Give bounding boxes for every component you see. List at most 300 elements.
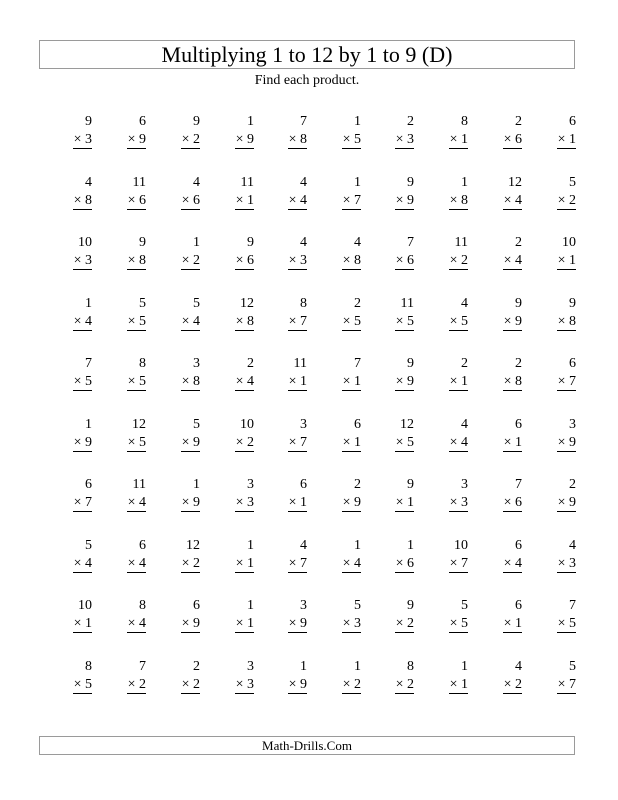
problem-item xyxy=(36,356,92,392)
times-sign: × xyxy=(503,132,512,147)
times-sign: × xyxy=(288,193,297,208)
multiplicand: 7 xyxy=(85,356,92,371)
problem-item xyxy=(412,598,468,634)
multiplicand: 1 xyxy=(354,114,361,129)
multiplier-value: 9 xyxy=(569,435,576,450)
multiplicand: 8 xyxy=(139,598,146,613)
problem-item xyxy=(36,114,92,150)
multiplicand: 3 xyxy=(193,356,200,371)
times-sign: × xyxy=(342,616,351,631)
problem-item xyxy=(305,296,361,332)
times-sign: × xyxy=(73,495,82,510)
problem-item xyxy=(90,235,146,271)
multiplicand: 2 xyxy=(515,114,522,129)
multiplicand: 6 xyxy=(85,477,92,492)
multiplicand: 4 xyxy=(300,538,307,553)
problem-item xyxy=(251,296,307,332)
multiplicand: 8 xyxy=(407,659,414,674)
problem-item xyxy=(144,235,200,271)
multiplier-value: 5 xyxy=(354,132,361,147)
multiplier-value: 9 xyxy=(407,374,414,389)
problem-item xyxy=(305,114,361,150)
problem-item xyxy=(36,659,92,695)
problem-item xyxy=(251,598,307,634)
times-sign: × xyxy=(288,314,297,329)
multiplicand: 9 xyxy=(569,296,576,311)
multiplicand: 9 xyxy=(515,296,522,311)
multiplicand: 9 xyxy=(407,477,414,492)
problem-item xyxy=(251,356,307,392)
multiplier-value: 1 xyxy=(461,677,468,692)
times-sign: × xyxy=(73,193,82,208)
problem-item xyxy=(466,296,522,332)
multiplicand: 10 xyxy=(454,538,468,553)
times-sign: × xyxy=(503,193,512,208)
times-sign: × xyxy=(127,374,136,389)
times-sign: × xyxy=(557,314,566,329)
multiplicand: 11 xyxy=(454,235,468,250)
problem-item xyxy=(198,538,254,574)
multiplier-value: 4 xyxy=(139,616,146,631)
multiplicand: 7 xyxy=(407,235,414,250)
multiplier-value: 6 xyxy=(193,193,200,208)
footer-box xyxy=(39,736,575,755)
multiplier-value: 4 xyxy=(85,314,92,329)
multiplicand: 5 xyxy=(569,175,576,190)
multiplicand: 12 xyxy=(400,417,414,432)
problem-item xyxy=(144,598,200,634)
multiplier-value: 9 xyxy=(569,495,576,510)
problem-item xyxy=(90,356,146,392)
times-sign: × xyxy=(503,495,512,510)
multiplier-value: 2 xyxy=(193,253,200,268)
multiplier-value: 4 xyxy=(515,556,522,571)
multiplicand: 9 xyxy=(407,175,414,190)
problem-item xyxy=(466,417,522,453)
multiplier-value: 6 xyxy=(247,253,254,268)
problem-item xyxy=(305,417,361,453)
multiplier-value: 6 xyxy=(515,495,522,510)
multiplier-value: 9 xyxy=(300,616,307,631)
multiplicand: 6 xyxy=(300,477,307,492)
multiplicand: 12 xyxy=(132,417,146,432)
times-sign: × xyxy=(288,253,297,268)
problem-item xyxy=(520,356,576,392)
problem-item xyxy=(251,175,307,211)
multiplicand: 2 xyxy=(515,235,522,250)
problem-item xyxy=(520,477,576,513)
multiplicand: 1 xyxy=(354,659,361,674)
problem-item xyxy=(412,296,468,332)
times-sign: × xyxy=(181,374,190,389)
problem-item xyxy=(520,659,576,695)
multiplier-value: 5 xyxy=(139,314,146,329)
multiplicand: 7 xyxy=(569,598,576,613)
problem-item xyxy=(90,538,146,574)
problem-item xyxy=(305,538,361,574)
multiplicand: 8 xyxy=(139,356,146,371)
multiplier-value: 1 xyxy=(461,374,468,389)
multiplier-value: 5 xyxy=(139,374,146,389)
times-sign: × xyxy=(395,374,404,389)
problem-item xyxy=(412,477,468,513)
multiplier-value: 8 xyxy=(515,374,522,389)
times-sign: × xyxy=(395,193,404,208)
times-sign: × xyxy=(395,616,404,631)
times-sign: × xyxy=(342,132,351,147)
multiplier-value: 9 xyxy=(515,314,522,329)
multiplicand: 6 xyxy=(139,114,146,129)
problem-item xyxy=(198,235,254,271)
multiplier-value: 1 xyxy=(461,132,468,147)
times-sign: × xyxy=(557,132,566,147)
times-sign: × xyxy=(395,435,404,450)
multiplier-value: 7 xyxy=(569,677,576,692)
multiplicand: 2 xyxy=(354,477,361,492)
multiplier-value: 1 xyxy=(515,435,522,450)
problem-item xyxy=(251,417,307,453)
multiplier xyxy=(557,616,576,633)
multiplicand: 3 xyxy=(300,598,307,613)
multiplier-value: 6 xyxy=(515,132,522,147)
multiplier-value: 4 xyxy=(515,253,522,268)
times-sign: × xyxy=(127,193,136,208)
multiplicand: 5 xyxy=(85,538,92,553)
multiplicand: 5 xyxy=(354,598,361,613)
times-sign: × xyxy=(288,616,297,631)
times-sign: × xyxy=(181,314,190,329)
multiplier-value: 8 xyxy=(85,193,92,208)
times-sign: × xyxy=(235,495,244,510)
multiplier-value: 7 xyxy=(300,435,307,450)
multiplier xyxy=(557,314,576,331)
multiplicand: 11 xyxy=(132,175,146,190)
problem-item xyxy=(305,175,361,211)
multiplicand: 11 xyxy=(400,296,414,311)
multiplier xyxy=(557,677,576,694)
multiplier-value: 4 xyxy=(139,556,146,571)
problem-item xyxy=(144,296,200,332)
times-sign: × xyxy=(288,495,297,510)
problem-item xyxy=(412,175,468,211)
multiplicand: 4 xyxy=(461,417,468,432)
times-sign: × xyxy=(449,435,458,450)
problem-item xyxy=(412,356,468,392)
problem-item xyxy=(198,175,254,211)
multiplicand: 6 xyxy=(515,417,522,432)
multiplier xyxy=(557,132,576,149)
times-sign: × xyxy=(503,556,512,571)
multiplier-value: 9 xyxy=(407,193,414,208)
multiplicand: 2 xyxy=(354,296,361,311)
multiplicand: 3 xyxy=(247,659,254,674)
times-sign: × xyxy=(342,253,351,268)
times-sign: × xyxy=(73,253,82,268)
multiplicand: 1 xyxy=(85,296,92,311)
multiplicand: 9 xyxy=(247,235,254,250)
multiplicand: 10 xyxy=(78,598,92,613)
problem-item xyxy=(144,538,200,574)
multiplicand: 6 xyxy=(193,598,200,613)
multiplier-value: 1 xyxy=(569,253,576,268)
multiplier-value: 3 xyxy=(247,495,254,510)
footer-text: Math-Drills.Com xyxy=(262,738,352,753)
multiplicand: 4 xyxy=(354,235,361,250)
times-sign: × xyxy=(342,677,351,692)
multiplicand: 3 xyxy=(461,477,468,492)
multiplier-value: 2 xyxy=(461,253,468,268)
times-sign: × xyxy=(449,132,458,147)
times-sign: × xyxy=(181,193,190,208)
multiplicand: 1 xyxy=(461,659,468,674)
multiplicand: 6 xyxy=(515,538,522,553)
problem-item xyxy=(305,356,361,392)
problem-item xyxy=(412,235,468,271)
multiplier-value: 3 xyxy=(85,132,92,147)
multiplier-value: 2 xyxy=(247,435,254,450)
times-sign: × xyxy=(235,193,244,208)
multiplicand: 1 xyxy=(354,538,361,553)
times-sign: × xyxy=(449,556,458,571)
multiplier-value: 2 xyxy=(515,677,522,692)
times-sign: × xyxy=(342,556,351,571)
multiplicand: 12 xyxy=(508,175,522,190)
multiplicand: 1 xyxy=(247,114,254,129)
multiplier-value: 4 xyxy=(300,193,307,208)
multiplier-value: 3 xyxy=(300,253,307,268)
times-sign: × xyxy=(235,556,244,571)
multiplicand: 7 xyxy=(300,114,307,129)
problem-item xyxy=(412,417,468,453)
multiplicand: 1 xyxy=(247,598,254,613)
times-sign: × xyxy=(288,677,297,692)
multiplicand: 5 xyxy=(139,296,146,311)
problem-item xyxy=(358,235,414,271)
problem-item xyxy=(198,477,254,513)
times-sign: × xyxy=(235,132,244,147)
multiplier-value: 5 xyxy=(85,374,92,389)
multiplier xyxy=(557,253,576,270)
times-sign: × xyxy=(449,616,458,631)
times-sign: × xyxy=(557,556,566,571)
instruction-text: Find each product. xyxy=(254,73,360,88)
multiplicand: 10 xyxy=(562,235,576,250)
multiplicand: 1 xyxy=(461,175,468,190)
multiplier-value: 2 xyxy=(139,677,146,692)
multiplicand: 4 xyxy=(300,235,307,250)
times-sign: × xyxy=(342,193,351,208)
multiplier-value: 7 xyxy=(569,374,576,389)
multiplier-value: 3 xyxy=(85,253,92,268)
multiplier-value: 3 xyxy=(569,556,576,571)
problem-item xyxy=(90,296,146,332)
multiplier-value: 5 xyxy=(461,314,468,329)
times-sign: × xyxy=(288,556,297,571)
problem-item xyxy=(358,659,414,695)
multiplicand: 7 xyxy=(354,356,361,371)
multiplier-value: 7 xyxy=(300,556,307,571)
times-sign: × xyxy=(235,677,244,692)
multiplier xyxy=(557,374,576,391)
multiplicand: 1 xyxy=(247,538,254,553)
problem-item xyxy=(251,235,307,271)
problem-item xyxy=(251,477,307,513)
times-sign: × xyxy=(395,677,404,692)
times-sign: × xyxy=(503,253,512,268)
problem-item xyxy=(144,477,200,513)
times-sign: × xyxy=(127,314,136,329)
problem-item xyxy=(305,598,361,634)
multiplicand: 4 xyxy=(193,175,200,190)
multiplicand: 1 xyxy=(193,235,200,250)
multiplicand: 6 xyxy=(354,417,361,432)
multiplier-value: 8 xyxy=(569,314,576,329)
times-sign: × xyxy=(288,132,297,147)
multiplier xyxy=(557,556,576,573)
times-sign: × xyxy=(557,435,566,450)
multiplier-value: 5 xyxy=(139,435,146,450)
times-sign: × xyxy=(127,677,136,692)
multiplier xyxy=(557,193,576,210)
multiplicand: 10 xyxy=(78,235,92,250)
problem-item xyxy=(198,356,254,392)
multiplicand: 9 xyxy=(139,235,146,250)
multiplicand: 2 xyxy=(407,114,414,129)
times-sign: × xyxy=(127,495,136,510)
multiplier-value: 3 xyxy=(354,616,361,631)
multiplicand: 12 xyxy=(240,296,254,311)
problem-item xyxy=(90,598,146,634)
times-sign: × xyxy=(73,374,82,389)
multiplier-value: 5 xyxy=(569,616,576,631)
multiplier-value: 5 xyxy=(407,435,414,450)
multiplicand: 2 xyxy=(193,659,200,674)
multiplicand: 6 xyxy=(569,114,576,129)
times-sign: × xyxy=(449,314,458,329)
multiplier-value: 1 xyxy=(354,374,361,389)
times-sign: × xyxy=(181,616,190,631)
problem-item xyxy=(36,538,92,574)
problem-item xyxy=(36,417,92,453)
times-sign: × xyxy=(73,616,82,631)
times-sign: × xyxy=(288,435,297,450)
multiplicand: 6 xyxy=(515,598,522,613)
multiplicand: 11 xyxy=(132,477,146,492)
multiplicand: 1 xyxy=(193,477,200,492)
times-sign: × xyxy=(342,495,351,510)
multiplier-value: 1 xyxy=(407,495,414,510)
multiplier-value: 4 xyxy=(354,556,361,571)
multiplicand: 7 xyxy=(139,659,146,674)
multiplier-value: 8 xyxy=(354,253,361,268)
multiplicand: 2 xyxy=(247,356,254,371)
times-sign: × xyxy=(449,253,458,268)
problem-item xyxy=(36,598,92,634)
times-sign: × xyxy=(449,374,458,389)
multiplier-value: 4 xyxy=(193,314,200,329)
times-sign: × xyxy=(127,435,136,450)
problem-item xyxy=(90,175,146,211)
multiplier-value: 6 xyxy=(407,253,414,268)
problem-item xyxy=(198,296,254,332)
multiplier-value: 9 xyxy=(247,132,254,147)
problem-item xyxy=(251,114,307,150)
times-sign: × xyxy=(181,132,190,147)
problem-item xyxy=(412,538,468,574)
multiplicand: 2 xyxy=(461,356,468,371)
times-sign: × xyxy=(395,132,404,147)
multiplier-value: 1 xyxy=(569,132,576,147)
problem-item xyxy=(144,175,200,211)
problem-item xyxy=(90,417,146,453)
times-sign: × xyxy=(181,495,190,510)
multiplicand: 1 xyxy=(85,417,92,432)
multiplicand: 4 xyxy=(461,296,468,311)
problem-item xyxy=(520,598,576,634)
problem-item xyxy=(412,659,468,695)
problem-item xyxy=(90,477,146,513)
problem-item xyxy=(358,356,414,392)
multiplier-value: 1 xyxy=(247,193,254,208)
multiplier-value: 9 xyxy=(193,495,200,510)
multiplicand: 8 xyxy=(300,296,307,311)
problem-item xyxy=(466,114,522,150)
problem-item xyxy=(520,175,576,211)
times-sign: × xyxy=(73,435,82,450)
problem-item xyxy=(466,235,522,271)
multiplicand: 5 xyxy=(193,296,200,311)
multiplier-value: 1 xyxy=(300,495,307,510)
problem-item xyxy=(358,296,414,332)
times-sign: × xyxy=(395,495,404,510)
times-sign: × xyxy=(235,253,244,268)
problem-item xyxy=(466,659,522,695)
multiplicand: 11 xyxy=(240,175,254,190)
multiplier-value: 1 xyxy=(354,435,361,450)
multiplicand: 2 xyxy=(515,356,522,371)
multiplier-value: 7 xyxy=(461,556,468,571)
times-sign: × xyxy=(342,314,351,329)
multiplier-value: 5 xyxy=(354,314,361,329)
problem-item xyxy=(358,417,414,453)
problem-item xyxy=(466,598,522,634)
multiplicand: 3 xyxy=(569,417,576,432)
times-sign: × xyxy=(73,132,82,147)
multiplier-value: 2 xyxy=(193,677,200,692)
times-sign: × xyxy=(288,374,297,389)
multiplier-value: 5 xyxy=(85,677,92,692)
multiplier-value: 4 xyxy=(515,193,522,208)
times-sign: × xyxy=(557,616,566,631)
times-sign: × xyxy=(235,314,244,329)
multiplicand: 1 xyxy=(300,659,307,674)
multiplier-value: 2 xyxy=(569,193,576,208)
multiplier-value: 2 xyxy=(193,556,200,571)
multiplier-value: 8 xyxy=(139,253,146,268)
times-sign: × xyxy=(127,556,136,571)
multiplier-value: 1 xyxy=(300,374,307,389)
times-sign: × xyxy=(395,556,404,571)
problem-item xyxy=(144,659,200,695)
problem-item xyxy=(305,477,361,513)
problem-item xyxy=(466,175,522,211)
multiplier-value: 9 xyxy=(139,132,146,147)
times-sign: × xyxy=(127,132,136,147)
problem-item xyxy=(198,417,254,453)
times-sign: × xyxy=(342,374,351,389)
multiplier-value: 9 xyxy=(193,616,200,631)
times-sign: × xyxy=(557,253,566,268)
